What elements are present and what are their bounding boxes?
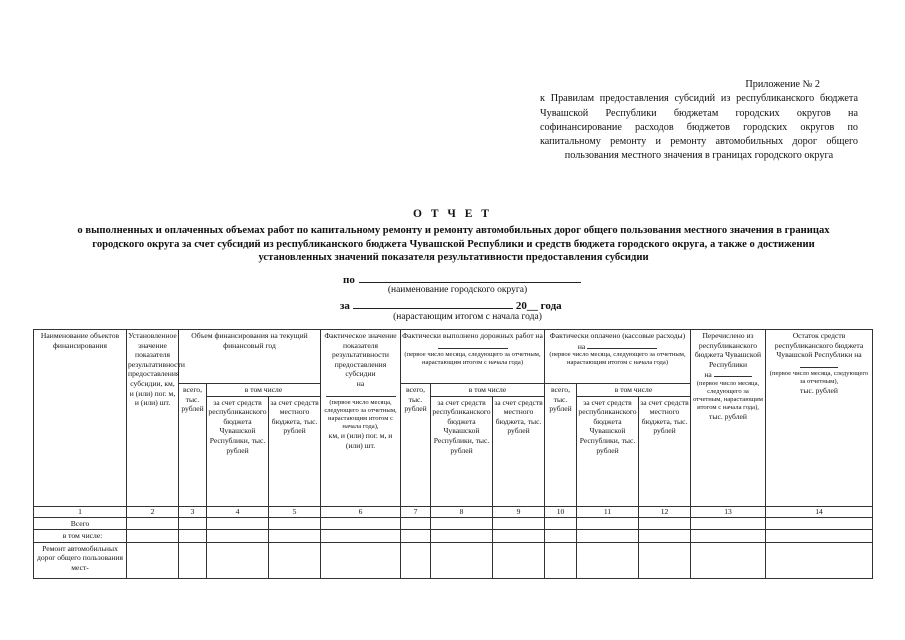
col-num: 11 xyxy=(577,506,639,517)
data-cell[interactable] xyxy=(321,517,401,530)
row-label-including: в том числе: xyxy=(34,530,127,543)
paid-title: Фактически оплачено (кассовые расходы) на xyxy=(549,331,686,351)
paid-incl: в том числе xyxy=(577,384,691,397)
table-row xyxy=(34,517,873,530)
col-num: 8 xyxy=(431,506,493,517)
year-suffix: __ года xyxy=(526,300,562,312)
data-cell[interactable] xyxy=(269,542,321,578)
paid-rep: за счет средств республиканского бюджета Чувашской Республики, тыс. рублей xyxy=(577,396,639,506)
appendix-number: Приложение № 2 xyxy=(745,79,820,90)
data-cell[interactable] xyxy=(766,530,873,543)
col-num: 13 xyxy=(691,506,766,517)
municipality-blank[interactable] xyxy=(359,271,581,283)
data-cell[interactable] xyxy=(431,517,493,530)
report-heading: о выполненных и оплаченных объемах работ по капитальному ремонту и ремонту автомобильных дорог общего пользования местного значения в границах городского округа за счет субсидий из республиканского бюджета Чувашской Республики и средств бюджета городского округа, а также о достижении установленных значений показателя результативности предоставления субсидии xyxy=(77,225,830,264)
data-cell[interactable] xyxy=(493,530,545,543)
row-label-repair: Ремонт автомобильных дорог общего пользования мест- xyxy=(34,542,127,578)
volume-rep: за счет средств республиканского бюджета Чувашской Республики, тыс. рублей xyxy=(207,396,269,506)
col-num: 14 xyxy=(766,506,873,517)
paid-note: (первое число месяца, следующего за отчетным, нарастающим итогом с начала года) xyxy=(549,351,686,367)
data-cell[interactable] xyxy=(127,517,179,530)
header-name: Наименование объектов финансирования xyxy=(34,330,127,507)
data-cell[interactable] xyxy=(431,530,493,543)
za-label: за xyxy=(340,300,350,312)
col-num: 5 xyxy=(269,506,321,517)
remainder-units: тыс. рублей xyxy=(800,386,838,396)
header-transferred xyxy=(691,330,766,507)
data-cell[interactable] xyxy=(577,517,639,530)
done-title: Фактически выполнено дорожных работ на xyxy=(402,331,543,340)
data-cell[interactable] xyxy=(691,542,766,578)
data-cell[interactable] xyxy=(207,517,269,530)
data-cell[interactable] xyxy=(766,542,873,578)
col-num: 6 xyxy=(321,506,401,517)
appendix-block xyxy=(540,78,858,164)
data-cell[interactable] xyxy=(431,542,493,578)
data-cell[interactable] xyxy=(179,517,207,530)
data-cell[interactable] xyxy=(127,542,179,578)
col-num: 9 xyxy=(493,506,545,517)
header-done xyxy=(401,330,545,384)
header-target-value: Установленное значение показателя результативности предоставления субсидии, км, и (или) пог. м, и (или) шт. xyxy=(127,330,179,507)
data-cell[interactable] xyxy=(321,530,401,543)
data-cell[interactable] xyxy=(639,542,691,578)
data-cell[interactable] xyxy=(269,530,321,543)
header-remainder xyxy=(766,330,873,507)
header-fact-value xyxy=(321,330,401,507)
col-num: 12 xyxy=(639,506,691,517)
row-label-total: Всего xyxy=(34,517,127,530)
municipality-caption: (наименование городского округа) xyxy=(387,285,528,295)
done-loc: за счет средств местного бюджета, тыс. рублей xyxy=(493,396,545,506)
period-line xyxy=(340,297,562,312)
col-num: 10 xyxy=(545,506,577,517)
fact-value-date-blank xyxy=(326,389,396,397)
data-cell[interactable] xyxy=(691,517,766,530)
done-date-blank xyxy=(438,341,508,349)
report-table xyxy=(33,329,873,579)
period-blank[interactable] xyxy=(353,297,513,309)
col-num: 3 xyxy=(179,506,207,517)
done-total: всего, тыс. рублей xyxy=(401,384,431,507)
data-cell[interactable] xyxy=(545,517,577,530)
data-cell[interactable] xyxy=(179,542,207,578)
header-paid xyxy=(545,330,691,384)
transferred-na: на xyxy=(704,370,712,380)
appendix-text: к Правилам предоставления субсидий из республиканского бюджета Чувашской Республики бюджетам городских округов на софинансирование расходов бюджетов городских округов по капитальному ремонту и ремонту автомобильных дорог общего пользования местного значения в границах городского округа xyxy=(540,93,858,162)
report-title: О Т Ч Е Т xyxy=(413,208,492,220)
data-cell[interactable] xyxy=(493,542,545,578)
data-cell[interactable] xyxy=(545,530,577,543)
data-cell[interactable] xyxy=(545,542,577,578)
paid-total: всего, тыс. рублей xyxy=(545,384,577,507)
data-cell[interactable] xyxy=(321,542,401,578)
data-cell[interactable] xyxy=(577,530,639,543)
data-cell[interactable] xyxy=(179,530,207,543)
done-note: (первое число месяца, следующего за отчетным, нарастающим итогом с начала года) xyxy=(404,351,541,367)
col-num: 4 xyxy=(207,506,269,517)
transferred-date-blank xyxy=(714,369,752,377)
data-cell[interactable] xyxy=(401,530,431,543)
data-cell[interactable] xyxy=(207,530,269,543)
table-row xyxy=(34,530,873,543)
data-cell[interactable] xyxy=(766,517,873,530)
fact-value-note: (первое число месяца, следующего за отчетным, нарастающим итогом с начала года), xyxy=(324,399,397,431)
fact-value-units: км, и (или) пог. м, и (или) шт. xyxy=(328,431,393,450)
data-cell[interactable] xyxy=(127,530,179,543)
remainder-note: (первое число месяца, следующего за отчетным), xyxy=(769,370,869,386)
transferred-units: тыс. рублей xyxy=(709,411,747,421)
volume-incl: в том числе xyxy=(207,384,321,397)
data-cell[interactable] xyxy=(639,530,691,543)
col-num: 7 xyxy=(401,506,431,517)
fact-value-na: на xyxy=(356,378,365,388)
transferred-note: (первое число месяца, следующего за отчетным, нарастающим итогом с начала года), xyxy=(693,379,763,411)
transferred-title: Перечислено из республиканского бюджета Чувашской Республики xyxy=(694,331,762,369)
col-num: 2 xyxy=(127,506,179,517)
data-cell[interactable] xyxy=(691,530,766,543)
done-incl: в том числе xyxy=(431,384,545,397)
period-caption: (нарастающим итогом с начала года) xyxy=(393,312,542,322)
data-cell[interactable] xyxy=(401,517,431,530)
volume-loc: за счет средств местного бюджета, тыс. рублей xyxy=(269,396,321,506)
data-cell[interactable] xyxy=(401,542,431,578)
header-volume: Объем финансирования на текущий финансовый год xyxy=(179,330,321,384)
column-number-row xyxy=(34,506,873,517)
data-cell[interactable] xyxy=(493,517,545,530)
table-row xyxy=(34,542,873,578)
data-cell[interactable] xyxy=(207,542,269,578)
paid-loc: за счет средств местного бюджета, тыс. рублей xyxy=(639,396,691,506)
data-cell[interactable] xyxy=(269,517,321,530)
fact-value-title: Фактическое значение показателя результативности предоставления субсидии xyxy=(324,331,397,379)
col-num: 1 xyxy=(34,506,127,517)
volume-total: всего, тыс. рублей xyxy=(179,384,207,507)
year-prefix: 20 xyxy=(515,300,527,312)
po-label: по xyxy=(343,274,355,286)
done-rep: за счет средств республиканского бюджета Чувашской Республики, тыс. рублей xyxy=(431,396,493,506)
remainder-date-blank xyxy=(800,360,838,368)
data-cell[interactable] xyxy=(577,542,639,578)
data-cell[interactable] xyxy=(639,517,691,530)
remainder-title: Остаток средств республиканского бюджета Чувашской Республики на xyxy=(774,331,864,360)
municipality-line xyxy=(343,271,581,286)
paid-date-blank xyxy=(587,341,657,349)
